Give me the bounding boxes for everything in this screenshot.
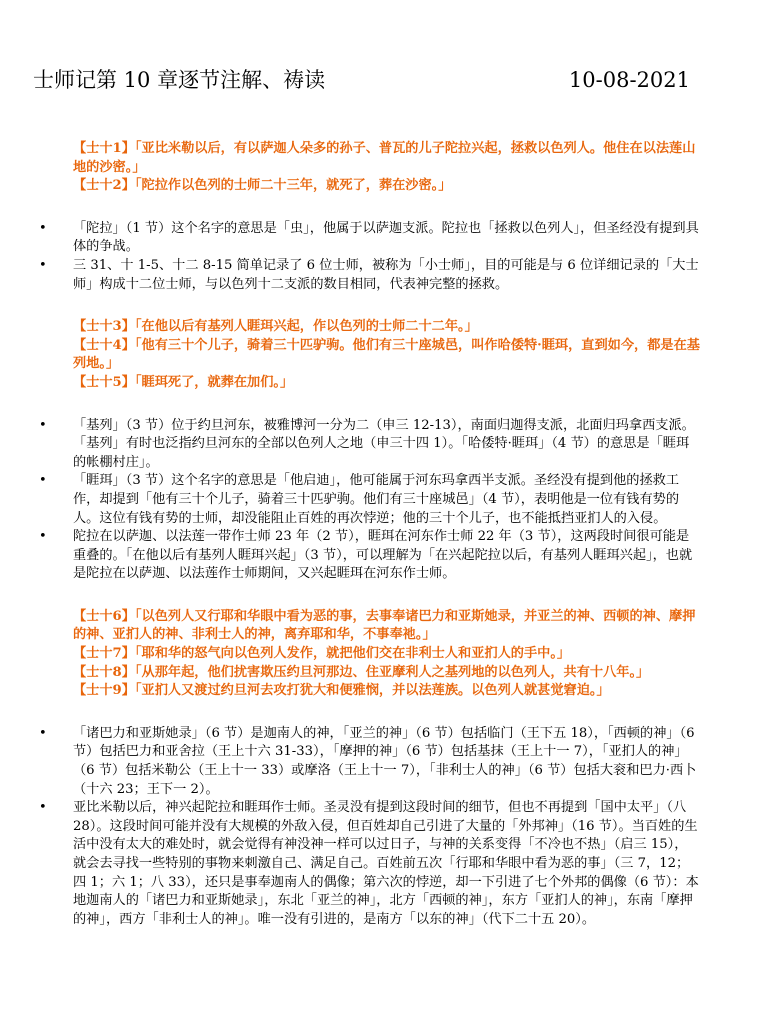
verse-text: 【士十9】「亚扪人又渡过约旦河去攻打犹大和便雅悯，并以法莲族。以色列人就甚觉窘迫。」 bbox=[73, 683, 610, 699]
verse-text: 【士十5】「睚珥死了，就葬在加们。」 bbox=[73, 374, 294, 390]
verse-group bbox=[73, 318, 700, 392]
verse-text: 【士十7】「耶和华的怒气向以色列人发作，就把他们交在非利士人和亚扪人的手中。」 bbox=[73, 646, 571, 662]
commentary-list bbox=[73, 417, 700, 584]
verse-group bbox=[73, 608, 700, 701]
verse-text: 【士十8】「从那年起，他们扰害欺压约旦河那边、住亚摩利人之基列地的以色列人，共有十八年。」 bbox=[73, 664, 650, 680]
commentary-item: • 「诸巴力和亚斯她录」（6 节）是迦南人的神，「亚兰的神」（6 节）包括临门（王下五 18），「西顿的神」（6 节）包括巴力和亚舍拉（王上十六 31-33），「摩押的神」（6 节）包括基抹（王上十一 7），「亚扪人的神」（6 节）包括米勒公（王上十一 33）或摩洛（王上十一 7），「非利士人的神」（6 节）包括大衮和巴力·西卜（十六 23；王下一 2）。 bbox=[73, 725, 700, 799]
commentary-item: • 亚比米勒以后，神兴起陀拉和睚珥作士师。圣灵没有提到这段时间的细节，但也不再提到「国中太平」（八 28）。这段时间可能并没有大规模的外敌入侵，但百姓却自己引进了大量的「外邦神」（16 节）。当百姓的生活中没有太大的难处时，就会觉得有神没神一样可以过日子，与神的关系变得「不冷也不热」（启三 15），就会去寻找一些特别的事物来刺激自己、满足自己。百姓前五次「行耶和华眼中看为恶的事」（三 7，12；四 1；六 1；八 33），还只是事奉迦南人的偶像；第六次的悖逆，却一下引进了七个外邦的偶像（6 节）：本地迦南人的「诸巴力和亚斯她录」，东北「亚兰的神」，北方「西顿的神」，东方「亚扪人的神」，东南「摩押的神」，西方「非利士人的神」。唯一没有引进的，是南方「以东的神」（代下二十五 20）。 bbox=[73, 799, 700, 929]
verse-text: 【士十4】「他有三十个儿子，骑着三十匹驴驹。他们有三十座城邑，叫作哈倭特·睚珥，直到如今，都是在基列地。」 bbox=[73, 337, 700, 372]
verse-text: 【士十2】「陀拉作以色列的士师二十三年，就死了，葬在沙密。」 bbox=[73, 178, 452, 194]
verse-text: 【士十6】「以色列人又行耶和华眼中看为恶的事，去事奉诸巴力和亚斯她录，并亚兰的神、西顿的神、摩押的神、亚扪人的神、非利士人的神，离弃耶和华，不事奉祂。」 bbox=[73, 608, 696, 643]
commentary-list bbox=[73, 220, 700, 294]
commentary-item: • 「陀拉」（1 节）这个名字的意思是「虫」，他属于以萨迦支派。陀拉也「拯救以色列人」，但圣经没有提到具体的争战。 bbox=[73, 220, 700, 257]
page-title: 士师记第 10 章逐节注解、祷读 bbox=[33, 68, 326, 92]
commentary-list bbox=[73, 725, 700, 930]
commentary-item: • 「睚珥」（3 节）这个名字的意思是「他启迪」，他可能属于河东玛拿西半支派。圣经没有提到他的拯救工作，却提到「他有三十个儿子，骑着三十匹驴驹。他们有三十座城邑」（4 节），表明他是一位有钱有势的人。这位有钱有势的士师，却没能阻止百姓的再次悖逆；他的三十个儿子，也不能抵挡亚扪人的入侵。 bbox=[73, 472, 700, 528]
page-header bbox=[33, 66, 690, 94]
verse-text: 【士十3】「在他以后有基列人睚珥兴起，作以色列的士师二十二年。」 bbox=[73, 319, 478, 335]
commentary-item: • 「基列」（3 节）位于约旦河东，被雅博河一分为二（申三 12-13），南面归迦得支派，北面归玛拿西支派。「基列」有时也泛指约旦河东的全部以色列人之地（申三十四 1）。「哈倭特·睚珥」（4 节）的意思是「睚珥的帐棚村庄」。 bbox=[73, 417, 700, 473]
commentary-item: • 三 31、十 1-5、十二 8-15 简单记录了 6 位士师，被称为「小士师」，目的可能是与 6 位详细记录的「大士师」构成十二位士师，与以色列十二支派的数目相同，代表神完整的拯救。 bbox=[73, 257, 700, 294]
verse-text: 【士十1】「亚比米勒以后，有以萨迦人朵多的孙子、普瓦的儿子陀拉兴起，拯救以色列人。他住在以法莲山地的沙密。」 bbox=[73, 141, 696, 175]
commentary-item: • 陀拉在以萨迦、以法莲一带作士师 23 年（2 节），睚珥在河东作士师 22 年（3 节），这两段时间很可能是重叠的。「在他以后有基列人睚珥兴起」（3 节），可以理解为「在兴起陀拉以后，有基列人睚珥兴起」，也就是陀拉在以萨迦、以法莲作士师期间，又兴起睚珥在河东作士师。 bbox=[73, 528, 700, 584]
document-body bbox=[73, 140, 700, 953]
verse-group bbox=[73, 140, 700, 196]
page-date: 10-08-2021 bbox=[568, 68, 690, 92]
